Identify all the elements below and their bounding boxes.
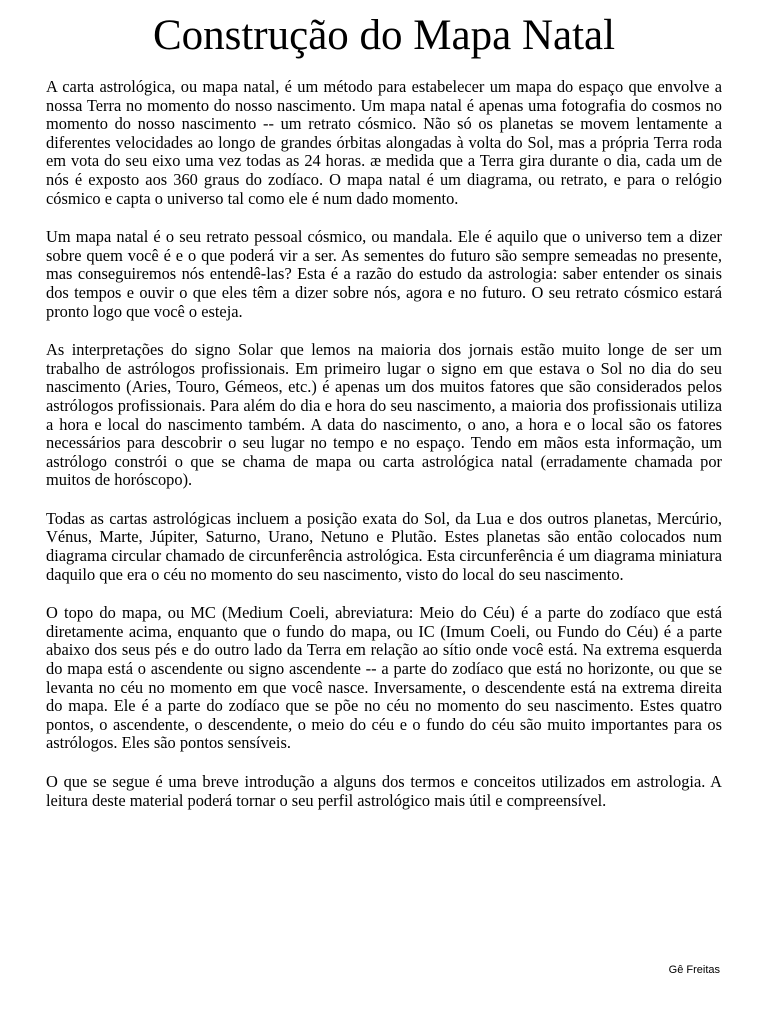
paragraph-2: Um mapa natal é o seu retrato pessoal cósmico, ou mandala. Ele é aquilo que o universo tem a dizer sobre quem você é e o que poderá vir a ser. As sementes do futuro são sempre semeadas no presente, mas conseguiremos nós entendê-las? Esta é a razão do estudo da astrologia: saber entender os sinais dos tempos e ouvir o que eles têm a dizer sobre nós, agora e no futuro. O seu retrato cósmico estará pronto logo que você o esteja. [46,227,722,321]
page-title: Construção do Mapa Natal [152,12,616,59]
document-page [46,0,722,830]
paragraph-1: A carta astrológica, ou mapa natal, é um método para estabelecer um mapa do espaço que envolve a nossa Terra no momento do nosso nascimento. Um mapa natal é apenas uma fotografia do cosmos no momento do nosso nascimento -- um retrato cósmico. Não só os planetas se movem lentamente a diferentes velocidades ao longo de grandes órbitas alongadas à volta do Sol, mas a própria Terra roda em vota do seu eixo uma vez todas as 24 horas. æ medida que a Terra gira durante o dia, cada um de nós é exposto aos 360 graus do zodíaco. O mapa natal é um diagrama, ou retrato, e para o relógio cósmico e capta o universo tal como ele é num dado momento. [46,77,722,208]
paragraph-5: O topo do mapa, ou MC (Medium Coeli, abreviatura: Meio do Céu) é a parte do zodíaco que está diretamente acima, enquanto que o fundo do mapa, ou IC (Imum Coeli, ou Fundo do Céu) é a parte abaixo dos seus pés e do outro lado da Terra em relação ao sítio onde você está. Na extrema esquerda do mapa está o ascendente ou signo ascendente -- a parte do zodíaco que está no horizonte, ou que se levanta no céu no momento em que você nasce. Inversamente, o descendente está na extrema direita do mapa. Ele é a parte do zodíaco que se põe no céu no momento do seu nascimento. Estes quatro pontos, o ascendente, o descendente, o meio do céu e o fundo do céu são muito importantes para os astrólogos. Eles são pontos sensíveis. [46,603,722,753]
paragraph-4: Todas as cartas astrológicas incluem a posição exata do Sol, da Lua e dos outros planetas, Mercúrio, Vénus, Marte, Júpiter, Saturno, Urano, Netuno e Plutão. Estes planetas são então colocados num diagrama circular chamado de circunferência astrológica. Esta circunferência é um diagrama miniatura daquilo que era o céu no momento do seu nascimento, visto do local do seu nascimento. [46,508,722,584]
document-body [46,78,722,810]
paragraph-6: O que se segue é uma breve introdução a alguns dos termos e conceitos utilizados em astrologia. A leitura deste material poderá tornar o seu perfil astrológico mais útil e compreensível. [46,772,722,810]
author-credit: Gê Freitas [668,964,720,976]
paragraph-3: As interpretações do signo Solar que lemos na maioria dos jornais estão muito longe de ser um trabalho de astrólogos profissionais. Em primeiro lugar o signo em que estava o Sol no dia do seu nascimento (Aries, Touro, Gémeos, etc.) é apenas um dos muitos fatores que são considerados pelos astrólogos profissionais. Para além do dia e hora do seu nascimento, a maioria dos profissionais utiliza a hora e local do nascimento também. A data do nascimento, o ano, a hora e o local são os fatores necessários para descobrir o seu lugar no tempo e no espaço. Tendo em mãos esta informação, um astrólogo constrói o que se chama de mapa ou carta astrológica natal (erradamente chamada por muitos de horóscopo). [46,340,722,490]
